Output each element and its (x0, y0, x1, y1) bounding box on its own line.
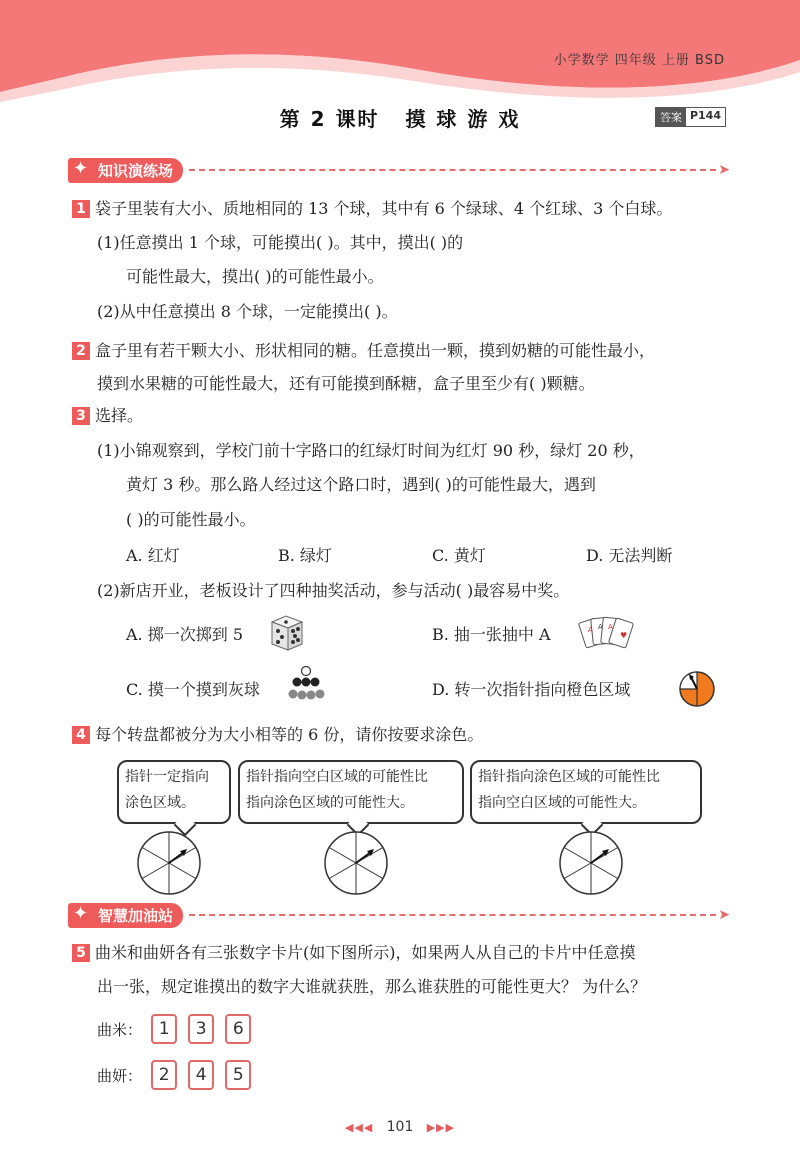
svg-text:A: A (598, 623, 603, 631)
question-2-cont: 摸到水果糖的可能性最大，还有可能摸到酥糖，盒子里至少有( )颗糖。 (97, 374, 595, 393)
lesson-name: 摸 球 游 戏 (405, 107, 521, 131)
dice-icon (268, 614, 306, 654)
spinner-wheel-3 (556, 828, 626, 898)
star-icon: ✦ (73, 157, 89, 179)
option-a-dice: A. 掷一次掷到 5 (126, 625, 243, 644)
question-number: 2 (72, 342, 90, 360)
question-number: 5 (72, 944, 90, 962)
card-row-qumi (97, 1014, 257, 1044)
card-row-quyan (97, 1060, 257, 1090)
answer-label: 答案 (656, 108, 686, 126)
playing-cards-icon (578, 612, 638, 658)
number-card: 2 (151, 1060, 177, 1090)
page-footer (0, 1119, 800, 1135)
option-a: A. 红灯 (126, 546, 180, 565)
lesson-label: 第 2 课时 (279, 107, 380, 131)
svg-text:♥: ♥ (620, 631, 628, 640)
number-card: 3 (188, 1014, 214, 1044)
speech-bubble-3: 指针指向涂色区域的可能性比 指向空白区域的可能性大。 (470, 760, 702, 824)
option-d: D. 无法判断 (586, 546, 673, 565)
spinner-icon (678, 670, 716, 708)
number-card: 4 (188, 1060, 214, 1090)
question-3-part-1-cont2: ( )的可能性最小。 (126, 510, 256, 529)
header-meta: 小学数学 四年级 上册 BSD (553, 53, 725, 68)
question-3-part-2: (2)新店开业，老板设计了四种抽奖活动，参与活动( )最容易中奖。 (97, 581, 570, 600)
section-title: 知识演练场 (98, 161, 174, 180)
question-number: 1 (72, 200, 90, 218)
question-1-stem: 1 袋子里装有大小、质地相同的 13 个球，其中有 6 个绿球、4 个红球、3 个白球。 (72, 199, 672, 219)
question-3-part-1: (1)小锦观察到，学校门前十字路口的红绿灯时间为红灯 90 秒，绿灯 20 秒， (97, 441, 645, 460)
section-band-practice (68, 157, 730, 183)
card-row-label: 曲米： (97, 1020, 143, 1039)
spinner-wheel-1 (134, 828, 204, 898)
question-5-cont: 出一张，规定谁摸出的数字大谁就获胜，那么谁获胜的可能性更大？ 为什么？ (97, 977, 647, 996)
question-3-part-1-cont: 黄灯 3 秒。那么路人经过这个路口时，遇到( )的可能性最大，遇到 (126, 475, 596, 494)
option-c: C. 黄灯 (432, 546, 486, 565)
balls-icon (286, 664, 326, 704)
section-band-challenge (68, 902, 730, 928)
question-5-stem: 5 曲米和曲妍各有三张数字卡片(如下图所示)，如果两人从自己的卡片中任意摸 (72, 943, 636, 963)
option-b-cards: B. 抽一张抽中 A (432, 625, 551, 644)
question-1-part-1-cont: 可能性最大，摸出( )的可能性最小。 (126, 267, 384, 286)
question-3-stem: 3 选择。 (72, 406, 143, 426)
option-b: B. 绿灯 (278, 546, 332, 565)
section-title: 智慧加油站 (98, 906, 174, 925)
right-arrows-icon: ▶▶▶ (426, 1121, 456, 1134)
question-2-stem: 2 盒子里有若干颗大小、形状相同的糖。任意摸出一颗，摸到奶糖的可能性最小， (72, 341, 655, 361)
card-row-label: 曲妍： (97, 1066, 143, 1085)
spinner-wheel-2 (321, 828, 391, 898)
svg-text:A: A (588, 626, 593, 634)
answer-page: P144 (689, 109, 721, 122)
number-card: 1 (151, 1014, 177, 1044)
option-d-spinner: D. 转一次指针指向橙色区域 (432, 680, 631, 699)
option-c-balls: C. 摸一个摸到灰球 (126, 680, 260, 699)
answer-reference (655, 107, 726, 127)
question-number: 3 (72, 407, 90, 425)
question-number: 4 (72, 726, 90, 744)
question-1-part-1: (1)任意摸出 1 个球，可能摸出( )。其中，摸出( )的 (97, 233, 464, 252)
number-card: 6 (225, 1014, 251, 1044)
question-4-stem: 4 每个转盘都被分为大小相等的 6 份，请你按要求涂色。 (72, 725, 483, 745)
left-arrows-icon: ◀◀◀ (344, 1121, 374, 1134)
speech-bubble-2: 指针指向空白区域的可能性比 指向涂色区域的可能性大。 (238, 760, 464, 824)
arrow-icon: ➤ (718, 907, 730, 923)
question-1-part-2: (2)从中任意摸出 8 个球，一定能摸出( )。 (97, 302, 398, 321)
star-icon: ✦ (73, 902, 89, 924)
number-card: 5 (225, 1060, 251, 1090)
svg-text:A: A (608, 623, 613, 631)
page-number: 101 (386, 1119, 414, 1135)
arrow-icon: ➤ (718, 162, 730, 178)
speech-bubble-1: 指针一定指向 涂色区域。 (117, 760, 231, 824)
